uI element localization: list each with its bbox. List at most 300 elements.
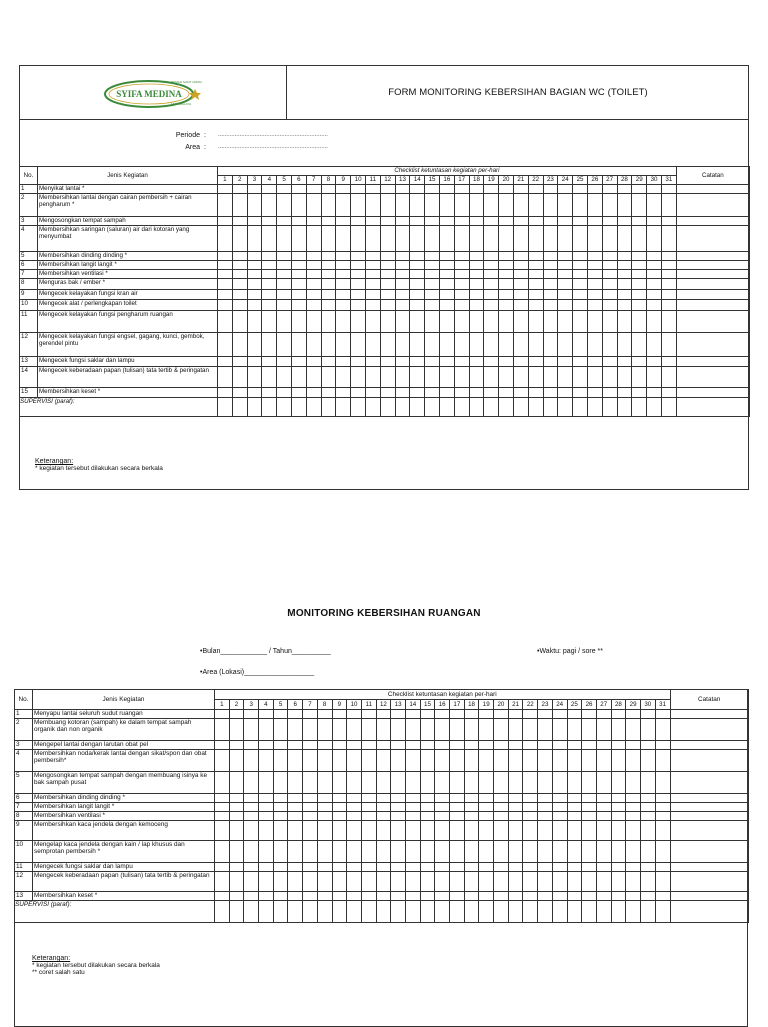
day-check-cell[interactable] [218,290,233,300]
day-check-cell[interactable] [395,270,410,279]
notes-cell[interactable] [670,719,748,741]
day-check-cell[interactable] [229,803,244,812]
day-check-cell[interactable] [573,217,588,226]
day-check-cell[interactable] [454,226,469,252]
day-check-cell[interactable] [508,841,523,863]
day-check-cell[interactable] [464,741,479,750]
day-check-cell[interactable] [587,194,602,217]
day-check-cell[interactable] [218,367,233,388]
day-check-cell[interactable] [508,812,523,821]
day-check-cell[interactable] [215,821,230,841]
day-check-cell[interactable] [567,794,582,803]
day-check-cell[interactable] [259,892,274,901]
day-check-cell[interactable] [332,803,347,812]
day-check-cell[interactable] [259,841,274,863]
day-check-cell[interactable] [288,863,303,872]
day-check-cell[interactable] [425,311,440,333]
day-check-cell[interactable] [484,367,499,388]
day-check-cell[interactable] [291,333,306,357]
day-check-cell[interactable] [376,821,391,841]
day-check-cell[interactable] [464,772,479,794]
day-check-cell[interactable] [558,367,573,388]
day-check-cell[interactable] [365,290,380,300]
day-check-cell[interactable] [513,279,528,290]
day-check-cell[interactable] [332,892,347,901]
day-check-cell[interactable] [538,794,553,803]
day-check-cell[interactable] [611,719,626,741]
day-check-cell[interactable] [380,194,395,217]
day-check-cell[interactable] [229,719,244,741]
day-check-cell[interactable] [543,217,558,226]
day-check-cell[interactable] [247,252,262,261]
supervisi-notes-cell[interactable] [676,398,749,417]
day-check-cell[interactable] [262,279,277,290]
day-check-cell[interactable] [365,194,380,217]
day-check-cell[interactable] [347,772,362,794]
day-check-cell[interactable] [528,300,543,311]
supervisi-sign-cell[interactable] [215,901,230,923]
day-check-cell[interactable] [244,863,259,872]
supervisi-sign-cell[interactable] [647,398,662,417]
day-check-cell[interactable] [232,290,247,300]
day-check-cell[interactable] [332,821,347,841]
day-check-cell[interactable] [587,185,602,194]
day-check-cell[interactable] [259,719,274,741]
day-check-cell[interactable] [523,794,538,803]
day-check-cell[interactable] [450,710,465,719]
day-check-cell[interactable] [351,357,366,367]
day-check-cell[interactable] [558,279,573,290]
day-check-cell[interactable] [365,252,380,261]
supervisi-sign-cell[interactable] [499,398,514,417]
day-check-cell[interactable] [611,794,626,803]
day-check-cell[interactable] [499,217,514,226]
day-check-cell[interactable] [538,812,553,821]
day-check-cell[interactable] [582,872,597,892]
day-check-cell[interactable] [332,863,347,872]
day-check-cell[interactable] [291,270,306,279]
day-check-cell[interactable] [232,226,247,252]
day-check-cell[interactable] [317,812,332,821]
supervisi-sign-cell[interactable] [508,901,523,923]
day-check-cell[interactable] [494,772,509,794]
day-check-cell[interactable] [617,300,632,311]
day-check-cell[interactable] [647,357,662,367]
day-check-cell[interactable] [303,841,318,863]
day-check-cell[interactable] [365,226,380,252]
day-check-cell[interactable] [247,270,262,279]
day-check-cell[interactable] [640,863,655,872]
day-check-cell[interactable] [395,290,410,300]
day-check-cell[interactable] [215,863,230,872]
supervisi-notes-cell[interactable] [670,901,748,923]
day-check-cell[interactable] [661,333,676,357]
day-check-cell[interactable] [640,772,655,794]
day-check-cell[interactable] [655,841,670,863]
day-check-cell[interactable] [365,388,380,398]
day-check-cell[interactable] [596,719,611,741]
notes-cell[interactable] [670,750,748,772]
day-check-cell[interactable] [661,279,676,290]
day-check-cell[interactable] [405,803,420,812]
day-check-cell[interactable] [321,388,336,398]
day-check-cell[interactable] [543,261,558,270]
day-check-cell[interactable] [543,388,558,398]
supervisi-sign-cell[interactable] [306,398,321,417]
day-check-cell[interactable] [351,185,366,194]
day-check-cell[interactable] [499,388,514,398]
day-check-cell[interactable] [262,270,277,279]
day-check-cell[interactable] [365,357,380,367]
supervisi-sign-cell[interactable] [376,901,391,923]
day-check-cell[interactable] [469,217,484,226]
day-check-cell[interactable] [439,217,454,226]
day-check-cell[interactable] [321,311,336,333]
day-check-cell[interactable] [464,719,479,741]
day-check-cell[interactable] [244,821,259,841]
supervisi-sign-cell[interactable] [420,901,435,923]
day-check-cell[interactable] [317,719,332,741]
day-check-cell[interactable] [439,279,454,290]
supervisi-sign-cell[interactable] [611,901,626,923]
day-check-cell[interactable] [499,279,514,290]
day-check-cell[interactable] [464,803,479,812]
day-check-cell[interactable] [552,863,567,872]
day-check-cell[interactable] [611,812,626,821]
day-check-cell[interactable] [523,812,538,821]
day-check-cell[interactable] [229,863,244,872]
notes-cell[interactable] [676,270,749,279]
day-check-cell[interactable] [288,892,303,901]
day-check-cell[interactable] [336,185,351,194]
day-check-cell[interactable] [347,794,362,803]
area-field[interactable]: .................................................................. [217,144,328,150]
day-check-cell[interactable] [425,226,440,252]
day-check-cell[interactable] [479,863,494,872]
notes-cell[interactable] [670,794,748,803]
day-check-cell[interactable] [351,194,366,217]
day-check-cell[interactable] [332,719,347,741]
day-check-cell[interactable] [273,841,288,863]
day-check-cell[interactable] [450,892,465,901]
day-check-cell[interactable] [376,892,391,901]
day-check-cell[interactable] [288,794,303,803]
day-check-cell[interactable] [640,892,655,901]
day-check-cell[interactable] [306,194,321,217]
form2-waktu-field[interactable]: •Waktu: pagi / sore ** [537,648,603,655]
day-check-cell[interactable] [218,270,233,279]
day-check-cell[interactable] [626,812,641,821]
day-check-cell[interactable] [602,290,617,300]
day-check-cell[interactable] [380,357,395,367]
day-check-cell[interactable] [332,741,347,750]
day-check-cell[interactable] [640,812,655,821]
day-check-cell[interactable] [303,741,318,750]
day-check-cell[interactable] [361,750,376,772]
day-check-cell[interactable] [317,750,332,772]
notes-cell[interactable] [676,333,749,357]
day-check-cell[interactable] [303,812,318,821]
day-check-cell[interactable] [494,892,509,901]
day-check-cell[interactable] [573,252,588,261]
day-check-cell[interactable] [365,279,380,290]
day-check-cell[interactable] [395,357,410,367]
day-check-cell[interactable] [454,261,469,270]
notes-cell[interactable] [670,803,748,812]
day-check-cell[interactable] [247,290,262,300]
day-check-cell[interactable] [543,311,558,333]
day-check-cell[interactable] [552,772,567,794]
day-check-cell[interactable] [484,357,499,367]
supervisi-sign-cell[interactable] [410,398,425,417]
day-check-cell[interactable] [244,892,259,901]
day-check-cell[interactable] [218,300,233,311]
day-check-cell[interactable] [405,794,420,803]
day-check-cell[interactable] [587,261,602,270]
supervisi-sign-cell[interactable] [435,901,450,923]
day-check-cell[interactable] [552,812,567,821]
day-check-cell[interactable] [291,367,306,388]
day-check-cell[interactable] [543,357,558,367]
day-check-cell[interactable] [558,270,573,279]
day-check-cell[interactable] [558,194,573,217]
day-check-cell[interactable] [647,333,662,357]
day-check-cell[interactable] [376,794,391,803]
day-check-cell[interactable] [655,750,670,772]
day-check-cell[interactable] [661,185,676,194]
day-check-cell[interactable] [450,794,465,803]
supervisi-sign-cell[interactable] [454,398,469,417]
day-check-cell[interactable] [439,185,454,194]
day-check-cell[interactable] [259,710,274,719]
day-check-cell[interactable] [469,194,484,217]
day-check-cell[interactable] [376,872,391,892]
day-check-cell[interactable] [277,388,292,398]
day-check-cell[interactable] [391,710,406,719]
day-check-cell[interactable] [351,300,366,311]
day-check-cell[interactable] [655,741,670,750]
day-check-cell[interactable] [513,388,528,398]
day-check-cell[interactable] [321,357,336,367]
day-check-cell[interactable] [247,185,262,194]
day-check-cell[interactable] [508,863,523,872]
day-check-cell[interactable] [215,772,230,794]
day-check-cell[interactable] [435,794,450,803]
day-check-cell[interactable] [499,290,514,300]
day-check-cell[interactable] [494,841,509,863]
day-check-cell[interactable] [611,841,626,863]
supervisi-sign-cell[interactable] [543,398,558,417]
day-check-cell[interactable] [479,750,494,772]
day-check-cell[interactable] [582,719,597,741]
day-check-cell[interactable] [602,300,617,311]
day-check-cell[interactable] [229,841,244,863]
day-check-cell[interactable] [602,226,617,252]
day-check-cell[interactable] [558,311,573,333]
day-check-cell[interactable] [552,803,567,812]
day-check-cell[interactable] [347,803,362,812]
day-check-cell[interactable] [425,185,440,194]
day-check-cell[interactable] [247,217,262,226]
day-check-cell[interactable] [469,300,484,311]
day-check-cell[interactable] [587,333,602,357]
day-check-cell[interactable] [259,863,274,872]
day-check-cell[interactable] [582,741,597,750]
day-check-cell[interactable] [523,741,538,750]
day-check-cell[interactable] [582,821,597,841]
day-check-cell[interactable] [306,311,321,333]
day-check-cell[interactable] [655,710,670,719]
day-check-cell[interactable] [494,710,509,719]
day-check-cell[interactable] [218,226,233,252]
day-check-cell[interactable] [596,821,611,841]
day-check-cell[interactable] [391,772,406,794]
day-check-cell[interactable] [291,185,306,194]
day-check-cell[interactable] [647,261,662,270]
day-check-cell[interactable] [277,261,292,270]
day-check-cell[interactable] [321,217,336,226]
day-check-cell[interactable] [469,367,484,388]
day-check-cell[interactable] [332,794,347,803]
day-check-cell[interactable] [291,217,306,226]
supervisi-sign-cell[interactable] [528,398,543,417]
day-check-cell[interactable] [361,803,376,812]
day-check-cell[interactable] [273,872,288,892]
day-check-cell[interactable] [450,803,465,812]
supervisi-sign-cell[interactable] [464,901,479,923]
day-check-cell[interactable] [288,772,303,794]
day-check-cell[interactable] [450,741,465,750]
day-check-cell[interactable] [410,388,425,398]
day-check-cell[interactable] [582,794,597,803]
day-check-cell[interactable] [558,388,573,398]
day-check-cell[interactable] [587,290,602,300]
day-check-cell[interactable] [391,863,406,872]
day-check-cell[interactable] [617,217,632,226]
day-check-cell[interactable] [336,333,351,357]
day-check-cell[interactable] [405,841,420,863]
day-check-cell[interactable] [332,872,347,892]
day-check-cell[interactable] [321,185,336,194]
day-check-cell[interactable] [508,772,523,794]
day-check-cell[interactable] [508,710,523,719]
day-check-cell[interactable] [596,741,611,750]
notes-cell[interactable] [676,290,749,300]
day-check-cell[interactable] [558,217,573,226]
day-check-cell[interactable] [306,270,321,279]
day-check-cell[interactable] [410,300,425,311]
day-check-cell[interactable] [523,863,538,872]
day-check-cell[interactable] [405,710,420,719]
day-check-cell[interactable] [573,226,588,252]
day-check-cell[interactable] [420,872,435,892]
day-check-cell[interactable] [513,300,528,311]
day-check-cell[interactable] [347,892,362,901]
day-check-cell[interactable] [484,300,499,311]
day-check-cell[interactable] [647,388,662,398]
supervisi-sign-cell[interactable] [567,901,582,923]
day-check-cell[interactable] [435,741,450,750]
day-check-cell[interactable] [611,741,626,750]
day-check-cell[interactable] [484,252,499,261]
day-check-cell[interactable] [439,300,454,311]
day-check-cell[interactable] [410,185,425,194]
supervisi-sign-cell[interactable] [661,398,676,417]
day-check-cell[interactable] [552,794,567,803]
day-check-cell[interactable] [277,217,292,226]
day-check-cell[interactable] [425,261,440,270]
day-check-cell[interactable] [262,261,277,270]
day-check-cell[interactable] [655,719,670,741]
day-check-cell[interactable] [405,741,420,750]
day-check-cell[interactable] [640,741,655,750]
day-check-cell[interactable] [479,794,494,803]
day-check-cell[interactable] [538,741,553,750]
day-check-cell[interactable] [425,300,440,311]
day-check-cell[interactable] [273,710,288,719]
day-check-cell[interactable] [508,719,523,741]
day-check-cell[interactable] [351,226,366,252]
day-check-cell[interactable] [218,333,233,357]
day-check-cell[interactable] [291,290,306,300]
day-check-cell[interactable] [380,367,395,388]
day-check-cell[interactable] [291,279,306,290]
day-check-cell[interactable] [469,270,484,279]
day-check-cell[interactable] [513,270,528,279]
day-check-cell[interactable] [439,252,454,261]
supervisi-sign-cell[interactable] [259,901,274,923]
supervisi-sign-cell[interactable] [288,901,303,923]
day-check-cell[interactable] [655,772,670,794]
day-check-cell[interactable] [479,821,494,841]
day-check-cell[interactable] [632,333,647,357]
day-check-cell[interactable] [602,194,617,217]
day-check-cell[interactable] [365,300,380,311]
day-check-cell[interactable] [596,841,611,863]
day-check-cell[interactable] [661,290,676,300]
day-check-cell[interactable] [528,226,543,252]
day-check-cell[interactable] [464,872,479,892]
day-check-cell[interactable] [587,311,602,333]
day-check-cell[interactable] [395,300,410,311]
day-check-cell[interactable] [552,841,567,863]
day-check-cell[interactable] [558,357,573,367]
day-check-cell[interactable] [479,872,494,892]
day-check-cell[interactable] [244,772,259,794]
day-check-cell[interactable] [640,821,655,841]
day-check-cell[interactable] [306,388,321,398]
day-check-cell[interactable] [365,333,380,357]
day-check-cell[interactable] [277,300,292,311]
day-check-cell[interactable] [538,710,553,719]
day-check-cell[interactable] [450,812,465,821]
day-check-cell[interactable] [439,388,454,398]
day-check-cell[interactable] [232,333,247,357]
day-check-cell[interactable] [361,841,376,863]
day-check-cell[interactable] [395,279,410,290]
day-check-cell[interactable] [439,311,454,333]
supervisi-sign-cell[interactable] [291,398,306,417]
day-check-cell[interactable] [573,270,588,279]
day-check-cell[interactable] [573,357,588,367]
day-check-cell[interactable] [602,270,617,279]
day-check-cell[interactable] [655,872,670,892]
day-check-cell[interactable] [632,290,647,300]
day-check-cell[interactable] [306,290,321,300]
day-check-cell[interactable] [425,270,440,279]
day-check-cell[interactable] [247,367,262,388]
day-check-cell[interactable] [617,290,632,300]
